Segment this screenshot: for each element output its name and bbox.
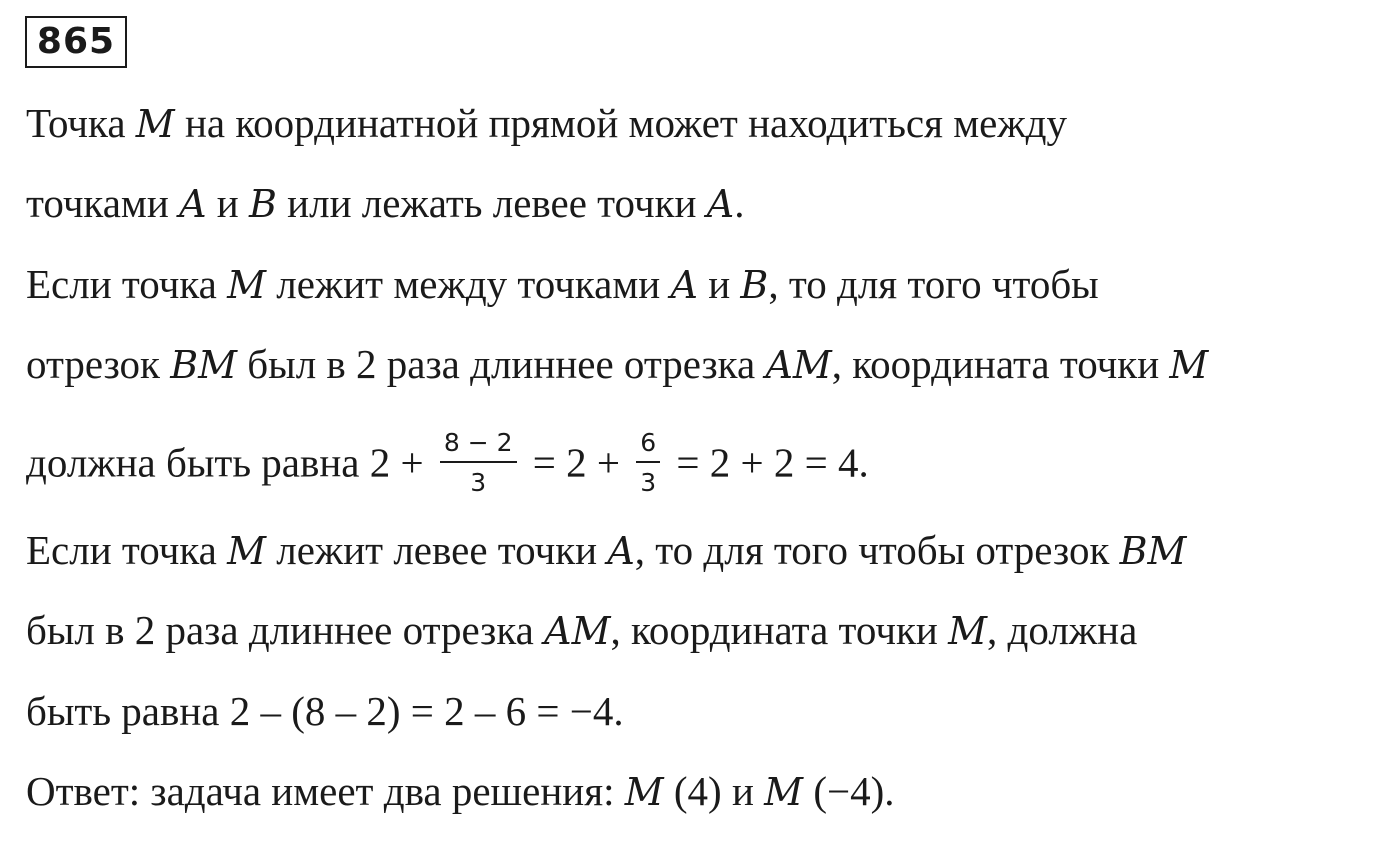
text-run: лежит левее точки: [266, 527, 608, 573]
fraction-numerator: 6: [636, 428, 660, 463]
text-run: или лежать левее точки: [276, 180, 707, 226]
fraction: [636, 428, 660, 498]
text-run: на координатной прямой может находиться между: [174, 100, 1068, 146]
solution-line-5: [26, 428, 869, 502]
math-variable: B: [248, 182, 277, 226]
text-run: лежит между точками: [266, 261, 671, 307]
text-run: Точка: [26, 100, 136, 146]
math-variable: M: [1169, 343, 1209, 387]
text-run: .: [734, 180, 745, 226]
math-variable: M: [624, 770, 664, 814]
solution-line-6: [26, 525, 1186, 576]
math-variable: M: [227, 263, 266, 307]
text-run: (4) и: [663, 768, 765, 814]
math-variable: BM: [1119, 529, 1187, 573]
text-run: = 2 +: [522, 439, 631, 486]
text-run: был в 2 раза длиннее отрезка: [26, 607, 545, 653]
text-run: , то для того чтобы: [768, 261, 1099, 307]
text-run: , координата точки: [831, 341, 1170, 387]
math-variable: AM: [544, 609, 611, 653]
text-run: Если точка: [26, 527, 228, 573]
solution-line-1: [26, 98, 1067, 149]
math-variable: M: [227, 529, 266, 573]
text-run: (−4).: [803, 768, 895, 814]
text-run: , то для того чтобы отрезок: [634, 527, 1120, 573]
math-variable: M: [135, 102, 175, 146]
math-variable: A: [670, 263, 698, 307]
fraction: [440, 428, 517, 498]
math-variable: BM: [170, 343, 238, 387]
text-run: и: [206, 180, 249, 226]
math-variable: AM: [765, 343, 832, 387]
fraction-denominator: 3: [470, 468, 487, 497]
solution-line-4: [26, 339, 1208, 390]
text-run: должна быть равна 2 +: [26, 439, 434, 486]
text-run: = 2 + 2 = 4.: [666, 439, 869, 486]
math-variable: A: [607, 529, 635, 573]
text-run: был в 2 раза длиннее отрезка: [237, 341, 766, 387]
math-variable: B: [740, 263, 769, 307]
text-run: , должна: [987, 607, 1138, 653]
solution-line-8: [26, 686, 624, 736]
solution-line-7: [26, 605, 1137, 656]
text-run: и: [697, 261, 741, 307]
math-variable: M: [764, 770, 804, 814]
text-run: , координата точки: [610, 607, 949, 653]
solution-line-2: [26, 178, 744, 229]
text-run: отрезок: [26, 341, 171, 387]
text-run: Ответ: задача имеет два решения:: [26, 768, 625, 814]
math-variable: A: [179, 182, 207, 226]
text-run: Если точка: [26, 261, 228, 307]
text-run: точками: [26, 180, 180, 226]
text-run: быть равна 2 – (8 – 2) = 2 – 6 = −4.: [26, 688, 624, 734]
answer-line: [26, 766, 895, 817]
fraction-numerator: 8 − 2: [440, 428, 517, 463]
fraction-denominator: 3: [640, 468, 657, 497]
math-variable: M: [948, 609, 988, 653]
problem-number-box: 865: [25, 16, 127, 68]
math-variable: A: [706, 182, 735, 226]
solution-line-3: [26, 259, 1099, 310]
